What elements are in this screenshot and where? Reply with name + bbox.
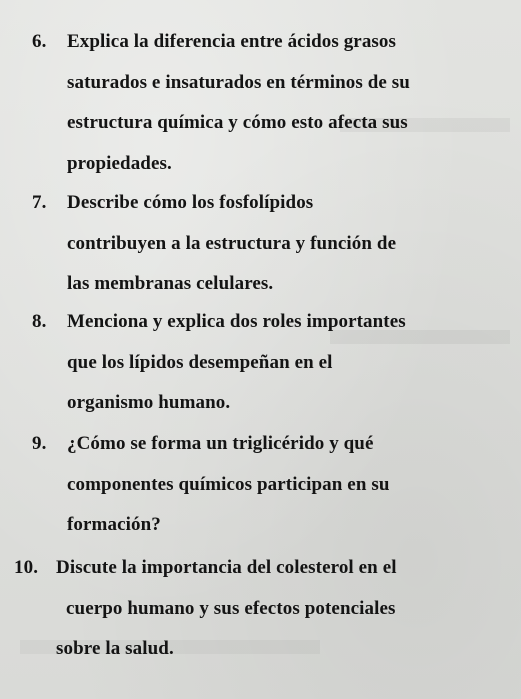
question-number: 9. bbox=[32, 433, 47, 454]
question-line: Menciona y explica dos roles importantes bbox=[67, 311, 406, 332]
question-line: formación? bbox=[67, 514, 161, 535]
question-line: contribuyen a la estructura y función de bbox=[67, 232, 397, 254]
question-text bbox=[67, 424, 517, 546]
question-line: Explica la diferencia entre ácidos grasos bbox=[67, 31, 397, 52]
question-line: que los lípidos desempeñan en el bbox=[67, 351, 333, 373]
question-line: Describe cómo los fosfolípidos bbox=[67, 192, 314, 213]
question-line: saturados e insaturados en términos de su bbox=[67, 71, 410, 93]
question-line: estructura química y cómo esto afecta sus bbox=[67, 112, 408, 133]
question-line: las membranas celulares. bbox=[67, 273, 274, 294]
question-text bbox=[67, 302, 517, 424]
question-number: 7. bbox=[32, 192, 47, 213]
question-text bbox=[67, 22, 517, 184]
question-number: 6. bbox=[32, 31, 47, 52]
question-number: 8. bbox=[32, 311, 47, 332]
question-text bbox=[67, 183, 517, 305]
question-line: Discute la importancia del colesterol en el bbox=[56, 557, 397, 578]
question-line: organismo humano. bbox=[67, 392, 231, 413]
question-line: componentes químicos participan en su bbox=[67, 473, 390, 495]
question-line: ¿Cómo se forma un triglicérido y qué bbox=[67, 433, 374, 454]
question-line: sobre la salud. bbox=[56, 638, 174, 659]
question-number: 10. bbox=[14, 557, 39, 578]
question-text bbox=[56, 548, 506, 670]
question-line: cuerpo humano y sus efectos potenciales bbox=[66, 597, 396, 619]
question-line: propiedades. bbox=[67, 152, 172, 174]
